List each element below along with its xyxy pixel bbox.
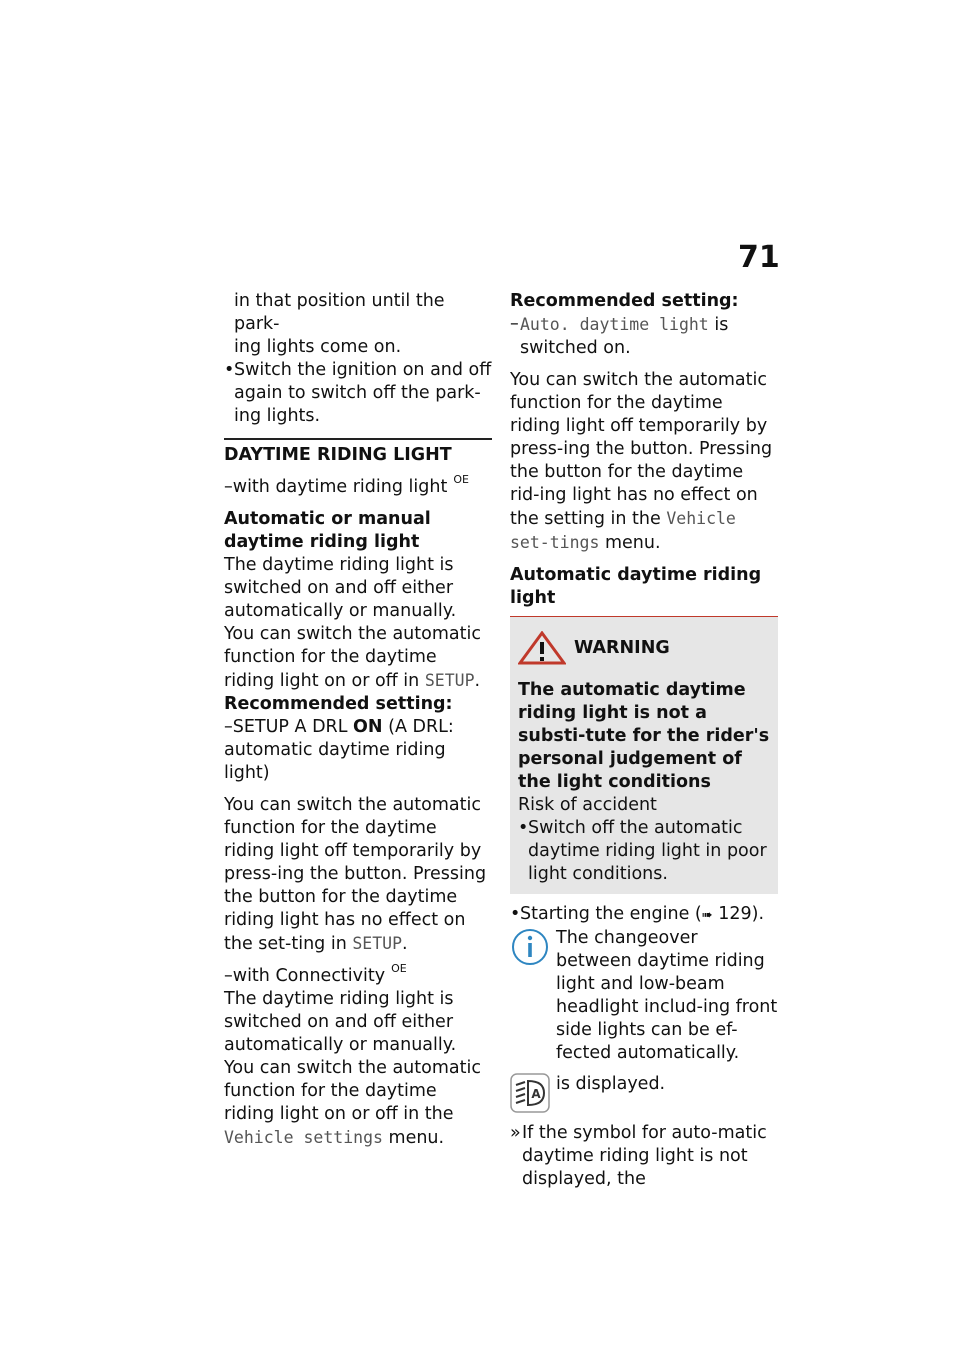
warning-title: WARNING [574, 637, 670, 658]
paragraph-vehicle-settings [224, 1057, 492, 1150]
paragraph-temporary-off-text: You can switch the automatic function for the daytime riding light off temporarily by press-ing the button. Pressing the button for the daytime riding light has no effect on the set-ting in [224, 795, 487, 954]
symbol-displayed-row [510, 1073, 778, 1113]
oe-marker: OE [453, 473, 469, 486]
recommended-label: Recommended setting: [224, 694, 453, 714]
auto-daytime-light-symbol-icon [510, 1073, 550, 1113]
recommended-item-on: ON [353, 717, 383, 737]
warning-box [510, 617, 778, 894]
recommended-item-right [510, 313, 778, 360]
warning-risk: Risk of accident [518, 795, 657, 815]
continued-text-line-2: ing lights come on. [234, 337, 402, 357]
equipment-note-drl [224, 473, 492, 499]
equipment-note-connectivity [224, 962, 492, 988]
menu-word: menu. [388, 1128, 445, 1148]
warning-header [518, 631, 770, 665]
auto-daytime-light-term: Auto. daytime light [520, 315, 709, 334]
info-text: The changeover between daytime riding light and low-beam headlight includ-ing front side lights can be ef-fected automatically. [556, 928, 778, 1063]
recommended-label-right: Recommended setting: [510, 291, 739, 311]
paragraph-temporary-off-right-text: You can switch the automatic function for the daytime riding light off temporarily by press-ing the button. Pressing the button for the daytime rid-ing light has no effect on the setting in the [510, 370, 773, 529]
warning-triangle-icon [518, 631, 566, 665]
displayed-text: is displayed. [556, 1074, 666, 1094]
setup-menu-term-2: SETUP [352, 934, 403, 953]
recommended-item-right-text: is switched on. [520, 315, 729, 358]
right-heading: Automatic daytime riding light [510, 565, 762, 608]
paragraph-vehicle-settings-text: You can switch the automatic function for the daytime riding light on or off in the [224, 1058, 481, 1124]
result-paragraph: » If the symbol for auto-matic daytime riding light is not displayed, the [510, 1122, 778, 1191]
setup-menu-term: SETUP [424, 671, 475, 690]
page-ref-close: ). [751, 904, 765, 924]
page-ref-arrow-icon: ➠ [701, 908, 713, 923]
info-icon [510, 927, 550, 967]
warning-bullet: • Switch off the automatic daytime riding light in poor light conditions. [518, 817, 770, 886]
continued-text-line-1: in that position until the park- [234, 291, 445, 334]
recommended-item-setting: –SETUP A DRL [224, 717, 348, 737]
paragraph-temporary-off-right [510, 369, 778, 555]
warning-statement: The automatic daytime riding light is not a substi-tute for the rider's personal judgement of the light conditions [518, 680, 770, 792]
menu-word-right: menu. [604, 533, 661, 553]
bullet-switch-ignition: • Switch the ignition on and off again to switch off the park-ing lights. [224, 359, 492, 428]
page-number: 71 [738, 240, 780, 275]
starting-engine-text: Starting the engine ( [520, 904, 702, 924]
bullet-starting-engine [510, 903, 778, 927]
page-ref-number: 129 [718, 904, 752, 924]
recommended-item-desc: (A DRL: automatic daytime riding light) [224, 717, 454, 783]
equipment-note-drl-text: –with daytime riding light [224, 477, 448, 497]
vehicle-settings-term-right: Vehicle set-tings [510, 509, 736, 552]
recommended-item [224, 716, 492, 785]
period-2: . [402, 934, 408, 954]
sub-heading: Automatic or manual daytime riding light [224, 509, 431, 552]
oe-marker-2: OE [391, 962, 407, 975]
period: . [474, 671, 481, 691]
paragraph-auto-manual: The daytime riding light is switched on and off either automatically or manually. [224, 555, 457, 621]
section-divider [224, 438, 492, 440]
paragraph-setup-text: You can switch the automatic function for the daytime riding light on or off in [224, 624, 481, 691]
paragraph-setup [224, 623, 492, 693]
right-column [510, 290, 778, 1191]
paragraph-temporary-off [224, 794, 492, 956]
paragraph-auto-manual-2: The daytime riding light is switched on and off either automatically or manually. [224, 989, 457, 1055]
info-note [510, 927, 778, 1065]
equipment-note-connectivity-text: –with Connectivity [224, 966, 386, 986]
vehicle-settings-term: Vehicle settings [224, 1128, 383, 1147]
svg-text:A: A [531, 1087, 541, 1101]
left-column [224, 290, 492, 1150]
section-heading: DAYTIME RIDING LIGHT [224, 445, 452, 465]
